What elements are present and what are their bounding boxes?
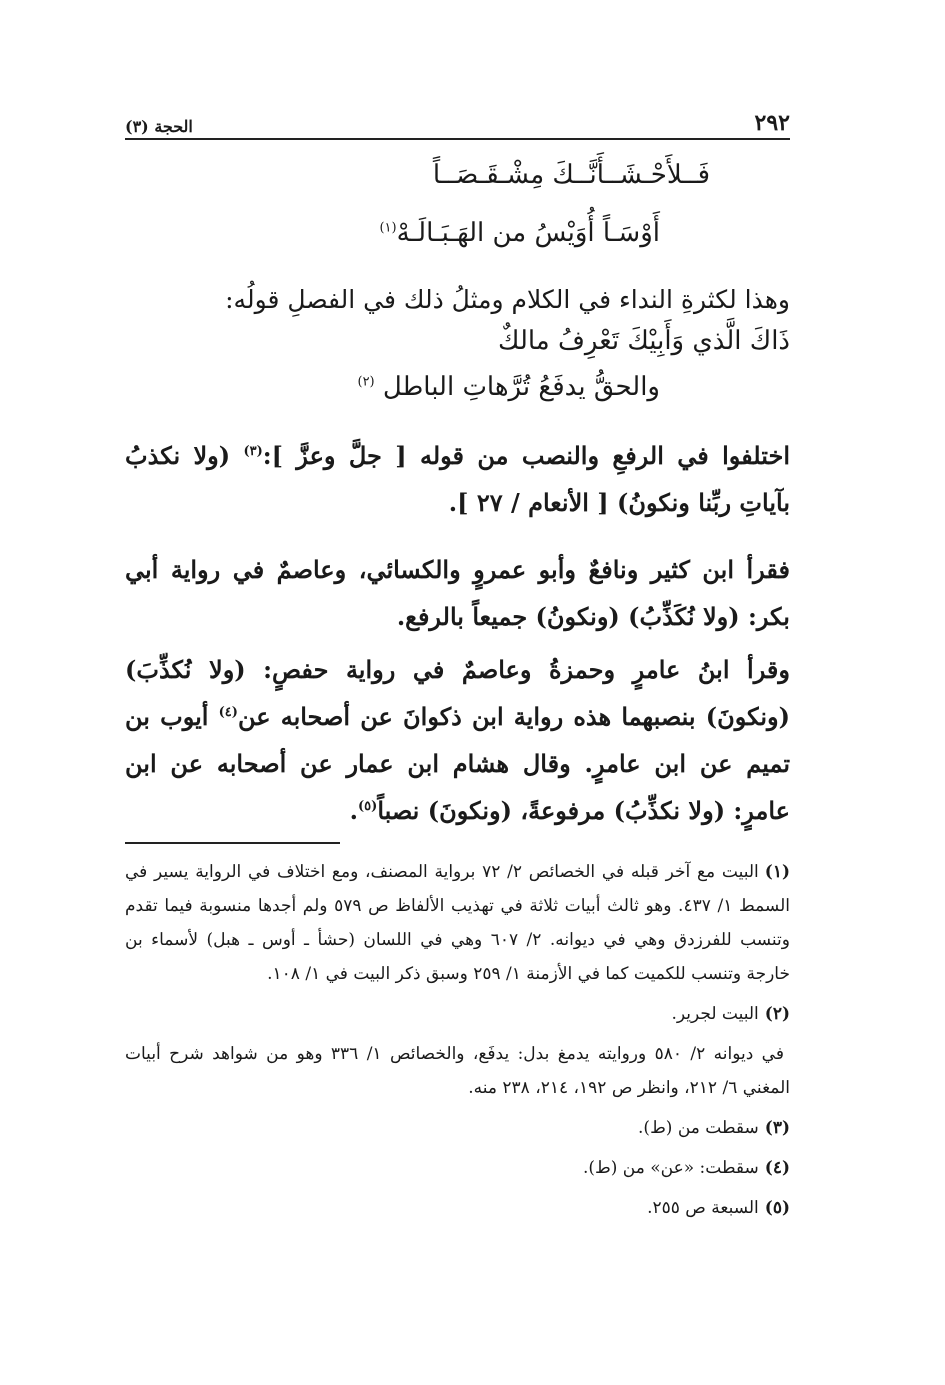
footnote-ref: (٣) (243, 444, 263, 459)
paragraph-text (125, 432, 790, 526)
footnote-ref: (١) (379, 220, 397, 236)
paragraph-part: . (349, 796, 359, 825)
footnote-rule (125, 842, 340, 844)
footnote-text: البيت مع آخر قبله في الخصائص ٢/ ٧٢ برواية المصنف، ومع اختلاف في الرواية يسير في السمط ١/ ٤٣٧. وهو ثالث أبيات ثلاثة في تهذيب الألفاظ ص ٥٧٩ ولم أجدها منسوبة فيما تقدم وتنسب للفرزدق وهي في ديوانه. ٢/ ٦٠٧ وهي في اللسان (حشأ ـ أوس ـ هبل) لأسماء بن خارجة وتنسب للكميت كما في الأزمنة ١/ ٢٥٩ وسبق ذكر البيت في ١/ ١٠٨. (125, 862, 790, 984)
book-title: الحجة (٣) (125, 117, 193, 136)
verse-line-4 (357, 372, 660, 403)
paragraph-text (125, 646, 790, 834)
verse-text: والحقُّ يدفَعُ تُرَّهاتِ الباطل (382, 372, 660, 402)
paragraph-1 (125, 276, 790, 323)
verse-line-1 (433, 160, 710, 191)
verse-text: فَــلأَحْـشَــأَنَّــكَ مِشْـقَـصَــاً (432, 160, 710, 190)
footnote-number: (٣) (764, 1118, 790, 1138)
paragraph-part: وقرأ ابنُ عامرٍ وحمزةُ وعاصمٌ في رواية حفصٍ: (ولا نُكذِّبَ) (ونكونَ) بنصبهما هذه رواية ابن ذكوانَ عن أصحابه عن (125, 655, 790, 731)
header-rule (125, 138, 790, 140)
footnote-ref: (٤) (218, 705, 238, 720)
footnote-text: البيت لجرير. (671, 1004, 759, 1024)
paragraph-part: أيوب بن تميم عن ابن عامرٍ. وقال هشام ابن عمار عن أصحابه عن ابن عامرٍ: (ولا نكذِّبُ) مرفوعةً، (ونكونَ) نصباً (125, 702, 790, 825)
footnote-number: (٢) (764, 1004, 790, 1024)
paragraph-4 (125, 646, 790, 834)
running-head (125, 100, 790, 136)
footnote-4 (125, 1151, 790, 1185)
footnote-text: في ديوانه ٢/ ٥٨٠ وروايته يدمغ بدل: يدفَع، والخصائص ١/ ٣٣٦ وهو من شواهد شرح أبيات المغني ٦/ ٢١٢، وانظر ص ١٩٢، ٢١٤، ٢٣٨ منه. (125, 1044, 790, 1098)
footnote-ref: (٥) (358, 799, 378, 814)
paragraph-part: (ولا نكذبُ بآياتِ ربِّنا ونكونُ) [ الأنعام / ٢٧ ]. (125, 441, 790, 517)
footnote-text: سقطت من (ط). (638, 1118, 759, 1138)
footnote-text: السبعة ص ٢٥٥. (647, 1198, 759, 1218)
footnote-2-continued (125, 1037, 790, 1105)
paragraph-part: اختلفوا في الرفعِ والنصب من قوله [ جلَّ وعزَّ ]: (262, 441, 790, 470)
paragraph-2 (125, 432, 790, 526)
footnote-5 (125, 1191, 790, 1225)
paragraph-text: وهذا لكثرةِ النداء في الكلام ومثلُ ذلك في الفصلِ قولُه: (225, 285, 790, 314)
verse-text: أَوْسَـاً أُوَيْسُ من الهَـبَـالَـهْ (396, 218, 660, 248)
footnote-number: (٥) (764, 1198, 790, 1218)
book-page (125, 0, 790, 1385)
page-number: ٢٩٢ (754, 110, 790, 136)
footnote-3 (125, 1111, 790, 1145)
footnote-number: (١) (764, 862, 790, 882)
footnote-1 (125, 855, 790, 991)
verse-line-2 (379, 218, 660, 249)
footnote-text: سقطت: «عن» من (ط). (583, 1158, 759, 1178)
paragraph-3 (125, 546, 790, 640)
footnote-ref: (٢) (357, 374, 375, 390)
footnotes (125, 855, 790, 1231)
footnote-number: (٤) (764, 1158, 790, 1178)
paragraph-text: فقرأ ابن كثير ونافعٌ وأبو عمروٍ والكسائي، وعاصمٌ في رواية أبي بكر: (ولا نُكَذِّبُ) (ونكونُ) جميعاً بالرفع. (125, 555, 790, 631)
verse-text: ذَاكَ الَّذي وَأَبِيْكَ تَعْرِفُ مالكٌ (498, 326, 790, 356)
footnote-2 (125, 997, 790, 1031)
verse-line-3 (498, 326, 790, 357)
